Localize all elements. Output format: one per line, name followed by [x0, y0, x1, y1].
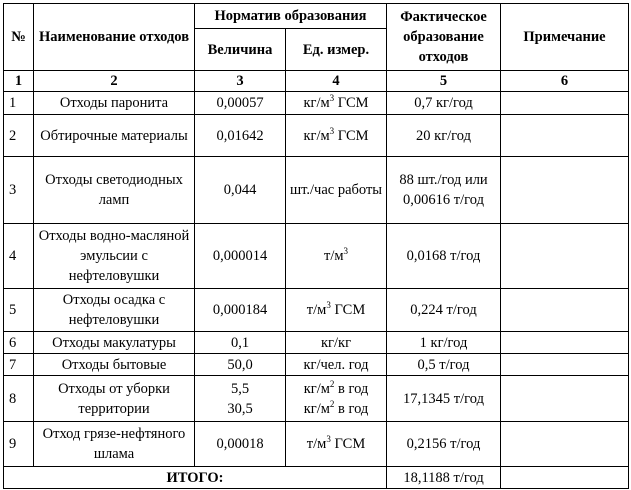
waste-name: Отходы водно-масляной эмульсии с нефтеловушки [34, 224, 195, 289]
header-unit: Ед. измер. [286, 29, 387, 71]
unit-suffix: ГСМ [334, 127, 369, 144]
norm-value [195, 289, 286, 332]
norm-unit [286, 354, 387, 376]
note [501, 332, 629, 354]
note [501, 157, 629, 224]
unit-text: кг/м [303, 95, 330, 111]
actual-amount: 88 шт./год или 0,00616 т/год [387, 157, 501, 224]
norm-value [195, 157, 286, 224]
actual-amount: 0,7 кг/год [387, 92, 501, 115]
norm-value [195, 115, 286, 157]
row-number: 1 [4, 92, 34, 115]
norm-unit [286, 289, 387, 332]
unit-text: кг/м [303, 127, 330, 144]
row-number: 6 [4, 332, 34, 354]
value-text: 0,1 [230, 334, 250, 351]
waste-table [3, 3, 629, 489]
norm-unit [286, 92, 387, 115]
note [501, 224, 629, 289]
norm-value [195, 376, 286, 422]
column-number-row [4, 71, 629, 92]
norm-value [195, 422, 286, 467]
actual-amount: 0,5 т/год [387, 354, 501, 376]
total-row [4, 467, 629, 489]
table-row [4, 422, 629, 467]
col-num: 2 [34, 71, 195, 92]
row-number: 3 [4, 157, 34, 224]
waste-name: Отходы паронита [34, 92, 195, 115]
waste-name: Отходы макулатуры [34, 332, 195, 354]
actual-amount: 1 кг/год [387, 332, 501, 354]
actual-amount: 0,0168 т/год [387, 224, 501, 289]
header-row [4, 4, 629, 29]
value-text: 30,5 [227, 400, 253, 417]
note [501, 289, 629, 332]
col-num: 5 [387, 71, 501, 92]
actual-amount: 20 кг/год [387, 115, 501, 157]
unit-suffix: в год [334, 380, 369, 397]
value-text: 0,044 [223, 182, 257, 198]
waste-name: Отходы бытовые [34, 354, 195, 376]
waste-name: Отходы светодиодных ламп [34, 157, 195, 224]
norm-unit [286, 224, 387, 289]
norm-value [195, 92, 286, 115]
row-number: 2 [4, 115, 34, 157]
unit-suffix: ГСМ [330, 436, 366, 452]
table-row [4, 332, 629, 354]
table-row [4, 115, 629, 157]
table-row [4, 376, 629, 422]
unit-exponent: 3 [343, 246, 349, 256]
unit-text: кг/м [303, 380, 330, 397]
total-note [501, 467, 629, 489]
actual-amount: 0,224 т/год [387, 289, 501, 332]
unit-suffix: в год [334, 400, 369, 417]
value-text: 0,000014 [212, 248, 268, 264]
actual-amount: 17,1345 т/год [387, 376, 501, 422]
waste-name: Отходы осадка с нефтеловушки [34, 289, 195, 332]
row-number: 9 [4, 422, 34, 467]
table-row [4, 157, 629, 224]
table-row [4, 224, 629, 289]
header-note: Примечание [501, 4, 629, 71]
unit-text: т/м [323, 248, 344, 264]
note [501, 354, 629, 376]
unit-exponent: 3 [329, 93, 335, 103]
norm-unit [286, 157, 387, 224]
unit-exponent: 2 [329, 398, 335, 409]
col-num: 6 [501, 71, 629, 92]
waste-name: Обтирочные материалы [34, 115, 195, 157]
note [501, 422, 629, 467]
header-name: Наименование отходов [34, 4, 195, 71]
unit-text: т/м [306, 436, 327, 452]
unit-text: кг/м [303, 400, 330, 417]
row-number: 5 [4, 289, 34, 332]
table-row [4, 92, 629, 115]
value-text: 0,000184 [212, 302, 268, 318]
unit-exponent: 3 [329, 125, 335, 136]
value-text: 50,0 [227, 356, 253, 373]
header-value: Величина [195, 29, 286, 71]
row-number: 8 [4, 376, 34, 422]
unit-exponent: 3 [326, 300, 331, 310]
col-num: 1 [4, 71, 34, 92]
norm-value [195, 224, 286, 289]
row-number: 7 [4, 354, 34, 376]
waste-name: Отход грязе-нефтяного шлама [34, 422, 195, 467]
unit-exponent: 3 [326, 434, 331, 444]
unit-text: шт./час работы [289, 182, 383, 198]
unit-exponent: 2 [329, 378, 335, 389]
actual-amount: 0,2156 т/год [387, 422, 501, 467]
unit-text: т/м [306, 302, 327, 318]
col-num: 3 [195, 71, 286, 92]
norm-unit [286, 332, 387, 354]
unit-text: кг/чел. год [303, 356, 369, 373]
waste-name: Отходы от уборки территории [34, 376, 195, 422]
header-norm: Норматив образования [195, 4, 387, 29]
unit-text: кг/кг [321, 334, 352, 351]
unit-suffix: ГСМ [334, 95, 369, 111]
norm-value [195, 332, 286, 354]
norm-value [195, 354, 286, 376]
value-text: 5,5 [230, 380, 250, 397]
col-num: 4 [286, 71, 387, 92]
total-label: ИТОГО: [4, 467, 387, 489]
total-actual: 18,1188 т/год [387, 467, 501, 489]
value-text: 0,00018 [216, 436, 264, 452]
table-body [4, 92, 629, 467]
note [501, 115, 629, 157]
norm-unit [286, 376, 387, 422]
value-text: 0,00057 [216, 95, 264, 111]
header-actual: Фактическое образование отходов [387, 4, 501, 71]
norm-unit [286, 422, 387, 467]
note [501, 92, 629, 115]
norm-unit [286, 115, 387, 157]
note [501, 376, 629, 422]
table-row [4, 354, 629, 376]
row-number: 4 [4, 224, 34, 289]
header-num: № [4, 4, 34, 71]
unit-suffix: ГСМ [330, 302, 366, 318]
value-text: 0,01642 [216, 127, 264, 144]
table-row [4, 289, 629, 332]
